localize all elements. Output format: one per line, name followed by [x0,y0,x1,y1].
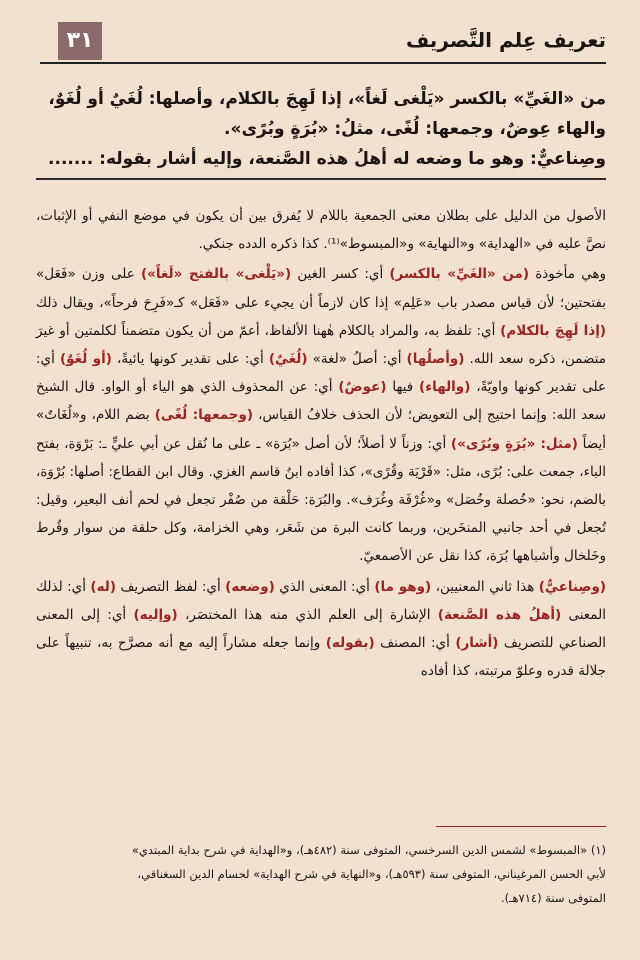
matn-quote: (أو لُغَوٌ) [59,351,112,368]
footnote-line: (١) «المبسوط» لشمس الدين السرخسي، المتوفى سنة (٤٨٢هـ)، و«الهداية في شرح بداية المبتدي» [131,843,606,857]
matn-quote: (عوضٌ) [338,379,387,396]
matn-quote: (وجمعها: لُغًى) [154,407,254,424]
sharh-paragraph: الأصول من الدليل على بطلان معنى الجمعية باللام لا يُفرق بين أن يكون في موضع النفي أو الإثبات، نصَّ عليه في «الهداية» و«النهاية» و«المبسوط»⁽¹⁾. كذا ذكره الدده جنكي. [36,208,606,253]
footnote-rule [436,826,606,827]
matn-quote: (وهو ما) [374,578,432,595]
sharh-text: فيها [386,379,420,396]
sharh-text: أي: المعنى الذي [274,578,375,595]
sharh-text: أي: على تقدير كونها واويّةً، [36,351,606,396]
header-rule [40,62,606,64]
sharh-paragraph [36,260,606,570]
matn-quote: (وأصلُها) [406,351,465,368]
matn-quote: (إذا لَهِجَ بالكلام) [500,322,606,339]
matn-quote: («يَلْغى» بالفتح «لَغاً») [140,266,292,283]
matn-quote: (لُغَيٌ) [268,351,308,368]
sharh-text: أي: لفظ التصريف [116,578,226,595]
sharh-text: أي: إلى المعنى الصناعي للتصريف [36,606,606,652]
matn-quote: (بقوله) [325,635,375,652]
sharh-text: أي: على تقدير كونها يائيةً، [111,351,269,368]
sharh-text: أي: لذلك المعنى [36,578,606,623]
matn-quote: (مثل: «بُرَةٍ وبُرًى») [450,435,578,452]
matn-quote: (أشار) [455,635,499,652]
footnote [40,838,606,910]
sharh-text: أي: أصلُ «لغة» [307,351,407,368]
sharh-text: وإنما جعله مشاراً إليه مع أنه مصرَّح به، تنبيهاً على جلالة قدره وعلوّ مرتبته، كذا أفاده [36,635,606,680]
matn-quote: (من «الغَيِّ» بالكسر) [389,266,530,283]
sharh-text: أي: المصنف [374,635,456,652]
sharh-text: بضم اللام، و«لُغَاتٌ» أيضاً [36,407,607,452]
matn-text [36,84,606,174]
matn-quote: (وضعه) [225,578,275,595]
footnote-line: لأبي الحسن المرغيناني، المتوفى سنة (٥٩٣هـ)، و«النهاية في شرح الهداية» لحسام الدين السغناقي، [137,867,606,881]
sharh-paragraph [36,573,606,686]
matn-quote: (له) [90,578,117,595]
footnote-line: المتوفى سنة (٧١٤هـ). [500,891,606,905]
page-header [40,22,606,64]
matn-line: وصِناعيٌّ: وهو ما وضعه له أهلُ هذه الصَّنعة، وإليه أشار بقوله: ....... [48,149,606,169]
matn-line: من «الغَيِّ» بالكسر «يَلْغى لَغاً»، إذا لَهِجَ بالكلام، وأصلها: لُغَيٌ أو لُغَوٌ، [48,89,606,109]
sharh-commentary [36,202,606,687]
matn-quote: (وإليه) [133,606,178,623]
matn-quote: (أهلُ هذه الصَّنعة) [437,606,562,623]
sharh-text: وهي مأخوذة [529,266,607,283]
sharh-text: هذا ثاني المعنيين، [431,578,539,595]
sharh-text: أي: وزناً لا أصلاً؛ لأن أصل «بُرَة» ـ على ما نُقل عن أبي عليٍّ ـ: بَرْوَة، بفتح الباء، جمعت على: بُرًى، مثل: «قَرْيَة وقُرًى»، كذا أفاده ابنُ قاسم الغزي. وقال ابن القطاع: أصلها: بُرْوَة، بالضم، نحو: «خُصلة وخُصَل» و«غُرْفَة وغُرَف». والبُرَة: حَلْقة من صُفْر تجعل في لحم أنف البعير، وقيل: تُجعل في أحد جانبي المنخَرين، وربما كانت البرة من شَعَر، وهي الخزامة، وكل حلقة من سوار وقُرط وخَلخال وأشباهها بُرَة، كذا نقل عن الأصمعيّ. [36,435,606,565]
sharh-text: الإشارة إلى العلم الذي منه هذا المختصَر، [177,606,438,623]
matn-divider [36,178,606,180]
sharh-text: أي: عن المحذوف الذي هو الياء أو الواو. قال الشيخ سعد الله: وإنما احتيج إلى التعويض؛ لأن الحذف خلافُ القياس، [36,379,607,424]
matn-line: والهاء عِوضٌ، وجمعها: لُغًى، مثلُ: «بُرَةٍ وبُرًى». [224,119,606,139]
matn-quote: (وصِناعيٌّ) [538,578,607,595]
running-title: تعريف عِلم التَّصريف [405,28,606,52]
sharh-text: أي: كسر الغين [291,266,390,283]
matn-quote: (والهاء) [419,379,471,396]
page-number: ٣١ [58,22,102,60]
sharh-text: أي: تلفظ به، والمراد بالكلام هٰهنا الألفاظ، أعمّ من أن يكون متضمناً لكلمتين أو غيرَ متضمن، ذكره سعد الله. [36,322,606,368]
sharh-text: على وزن «فَعَل» بفتحتين؛ لأن قياس مصدر باب «عَلِم» إذا كان لازماً أن يجيء على «فَعَل» كـ«فَرِحَ فرحاً»، ويقال ذلك [36,266,606,311]
